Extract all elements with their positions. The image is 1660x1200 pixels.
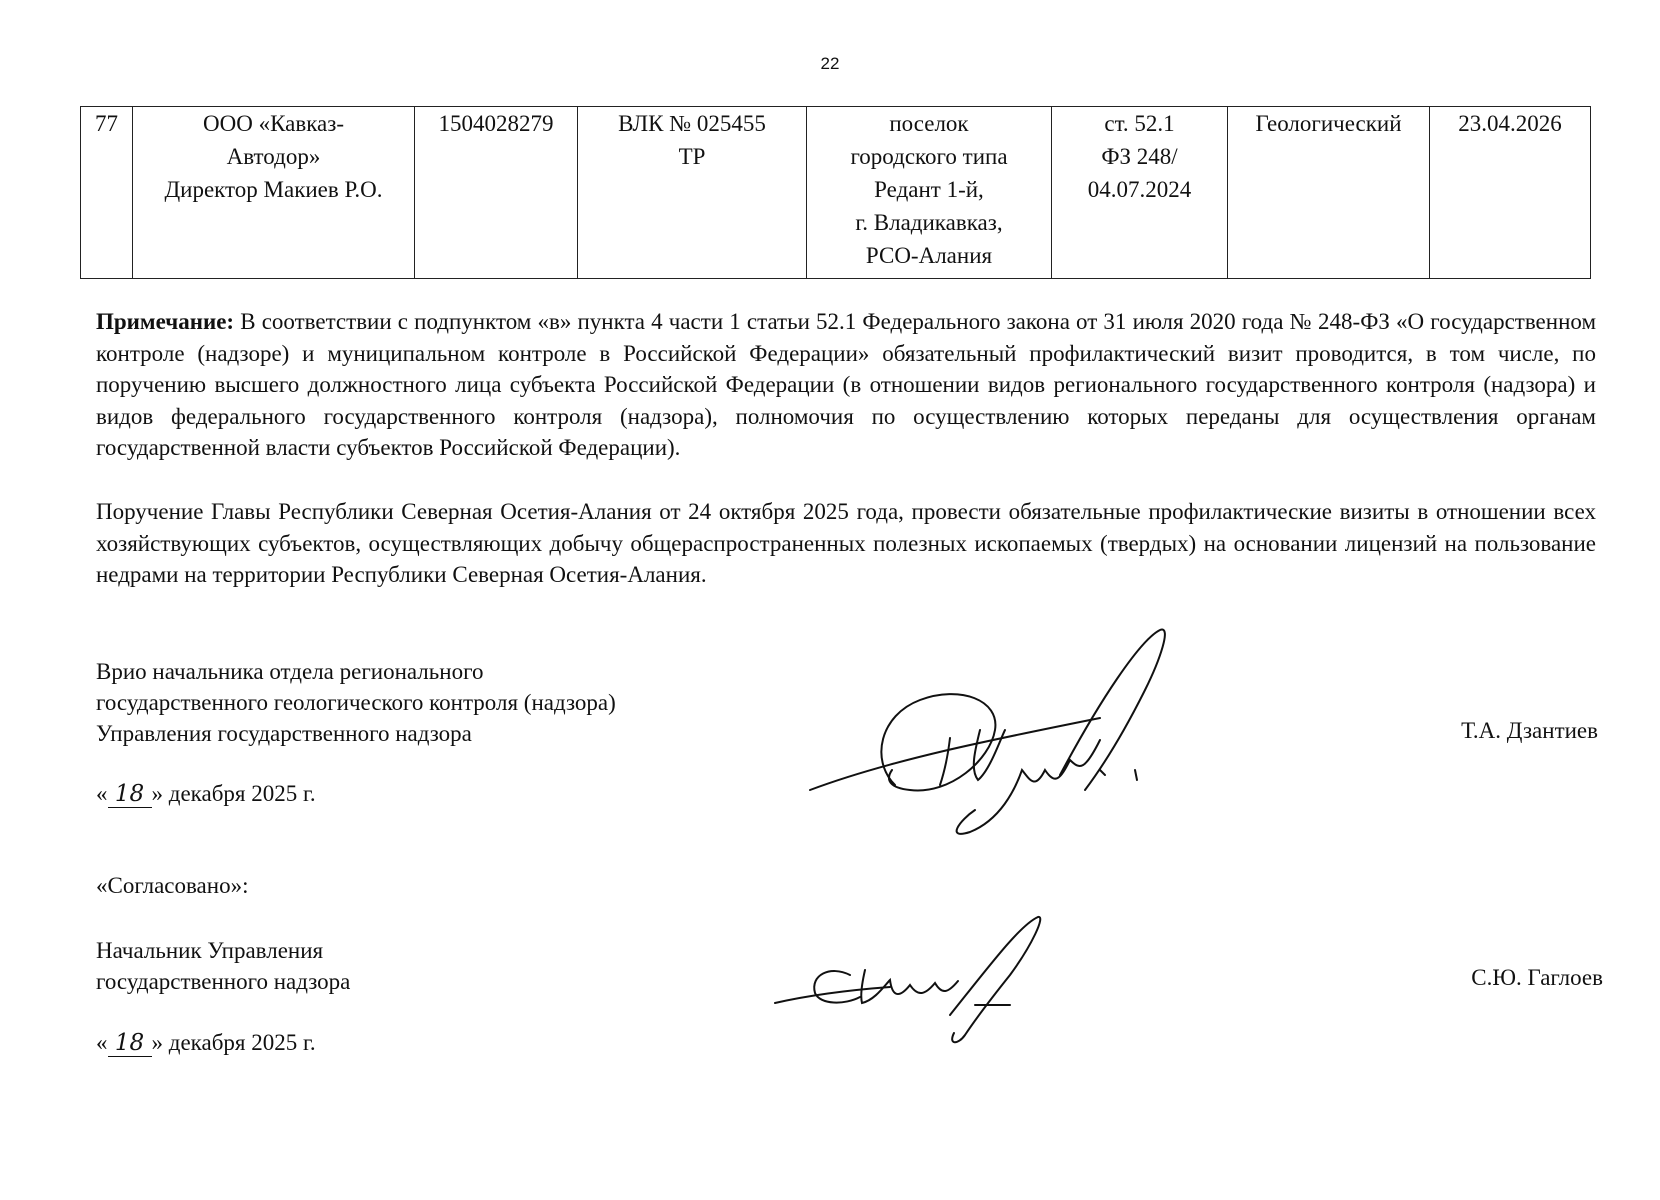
position-line: Начальник Управления [96,938,324,963]
license-line: ТР [678,144,706,169]
date-day: 18 [108,781,152,808]
date-rest: » декабря 2025 г. [151,781,316,806]
cell-number: 77 [81,107,133,279]
cell-control-type: Геологический [1228,107,1430,279]
signature-1-image [800,620,1220,840]
agreed-label: «Согласовано»: [96,873,249,898]
position-line: Врио начальника отдела регионального [96,659,484,684]
note-text: В соответствии с подпунктом «в» пункта 4 части 1 статьи 52.1 Федерального закона от 31 июля 2020 года № 248-ФЗ «О государственном контроле (надзоре) и муниципальном контроле в Российской Федерации» обязательный профилактический визит проводится, в том числе, по поручению высшего должностного лица субъекта Российской Федерации (в отношении видов регионального государственного контроля (надзора) и видов федерального государственного контроля (надзора), полномочия по осуществлению которых переданы для осуществления органам государственной власти субъектов Российской Федерации). [96,309,1596,460]
address-line: г. Владикавказ, [855,210,1003,235]
signatory-1-position [96,656,796,749]
signatory-2-name: С.Ю. Гаглоев [1471,965,1603,990]
date-quote-open: « [96,781,108,806]
registry-table [80,106,1591,279]
signatory-1-name: Т.А. Дзантиев [1461,718,1598,743]
cell-date: 23.04.2026 [1430,107,1591,279]
position-line: государственного геологического контроля (надзора) [96,690,616,715]
signatory-2-position [96,935,796,997]
date-rest: » декабря 2025 г. [151,1030,316,1055]
address-line: Редант 1-й, [874,177,984,202]
address-line: поселок [889,111,969,136]
signatory-2-date [96,1027,316,1058]
note-label: Примечание: [96,309,235,334]
article-line: ст. 52.1 [1104,111,1175,136]
cell-license [578,107,807,279]
article-line: ФЗ 248/ [1101,144,1178,169]
org-line: Автодор» [226,144,321,169]
license-line: ВЛК № 025455 [618,111,766,136]
address-line: городского типа [850,144,1008,169]
cell-inn: 1504028279 [415,107,578,279]
org-line: Директор Макиев Р.О. [164,177,383,202]
address-line: РСО-Алания [865,243,993,268]
instruction-paragraph: Поручение Главы Республики Северная Осетия-Алания от 24 октября 2025 года, провести обязательные профилактические визиты в отношении всех хозяйствующих субъектов, осуществляющих добычу общераспространенных полезных ископаемых (твердых) на основании лицензий на пользование недрами на территории Республики Северная Осетия-Алания. [96,499,1596,587]
position-line: государственного надзора [96,969,351,994]
position-line: Управления государственного надзора [96,721,472,746]
org-line: ООО «Кавказ- [203,111,344,136]
cell-address [807,107,1052,279]
date-quote-open: « [96,1030,108,1055]
cell-legal-basis [1052,107,1228,279]
note-paragraph [96,306,1596,464]
table-row [81,107,1591,279]
date-day: 18 [108,1030,152,1057]
signatory-1-date [96,778,316,809]
article-line: 04.07.2024 [1087,177,1192,202]
signature-2-image [770,905,1070,1055]
page-number: 22 [820,54,840,73]
cell-organization [133,107,415,279]
